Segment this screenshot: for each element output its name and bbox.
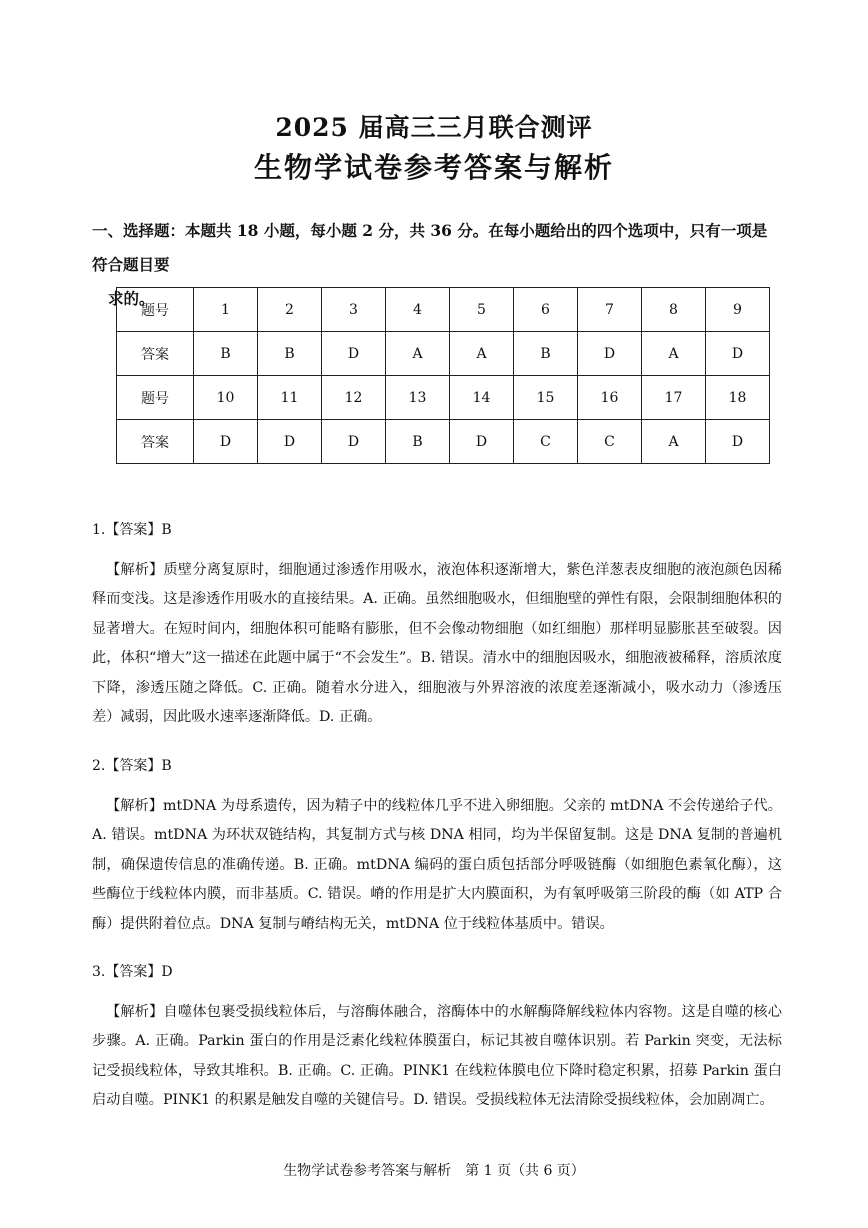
row-label: 题号 <box>117 376 194 420</box>
answer-cell: C <box>514 420 578 464</box>
answer-cell: B <box>514 332 578 376</box>
question-number: 14 <box>450 376 514 420</box>
explanation-2 <box>92 756 782 939</box>
answer-cell: D <box>706 332 770 376</box>
question-number: 2 <box>258 288 322 332</box>
section-heading-line1: 一、选择题：本题共 18 小题，每小题 2 分，共 36 分。在每小题给出的四个选项中，只有一项是符合题目要 <box>92 221 768 274</box>
answer-cell: D <box>578 332 642 376</box>
analysis-text: 【解析】mtDNA 为母系遗传，因为精子中的线粒体几乎不进入卵细胞。父亲的 mtDNA 不会传递给子代。A. 错误。mtDNA 为环状双链结构，其复制方式与核 DNA 相同，均为半保留复制。这是 DNA 复制的普遍机制，确保遗传信息的准确传递。B. 正确。mtDNA 编码的蛋白质包括部分呼吸链酶（如细胞色素氧化酶），这些酶位于线粒体内膜，而非基质。C. 错误。嵴的作用是扩大内膜面积，为有氧呼吸第三阶段的酶（如 ATP 合酶）提供附着位点。DNA 复制与嵴结构无关，mtDNA 位于线粒体基质中。错误。 <box>92 798 782 932</box>
answer-line: 1.【答案】B <box>92 522 172 538</box>
answer-cell: B <box>258 332 322 376</box>
answer-line: 3.【答案】D <box>92 964 173 980</box>
row-label: 答案 <box>117 420 194 464</box>
question-number: 16 <box>578 376 642 420</box>
question-number: 4 <box>386 288 450 332</box>
question-number: 18 <box>706 376 770 420</box>
question-number: 13 <box>386 376 450 420</box>
answer-cell: A <box>450 332 514 376</box>
answer-cell: D <box>450 420 514 464</box>
question-number: 12 <box>322 376 386 420</box>
page-title: 2025 届高三三月联合测评 <box>275 113 593 142</box>
answer-cell: B <box>194 332 258 376</box>
answer-cell: A <box>642 420 706 464</box>
row-label: 答案 <box>117 332 194 376</box>
answer-cell: C <box>578 420 642 464</box>
analysis-text: 【解析】质壁分离复原时，细胞通过渗透作用吸水，液泡体积逐渐增大，紫色洋葱表皮细胞的液泡颜色因稀释而变浅。这是渗透作用吸水的直接结果。A. 正确。虽然细胞吸水，但细胞壁的弹性有限，会限制细胞体积的显著增大。在短时间内，细胞体积可能略有膨胀，但不会像动物细胞（如红细胞）那样明显膨胀甚至破裂。因此，体积“增大”这一描述在此题中属于“不会发生”。B. 错误。清水中的细胞因吸水，细胞液被稀释，溶质浓度下降，渗透压随之降低。C. 正确。随着水分进入，细胞液与外界溶液的浓度差逐渐减小，吸水动力（渗透压差）减弱，因此吸水速率逐渐降低。D. 正确。 <box>92 562 782 726</box>
answer-cell: D <box>706 420 770 464</box>
question-number: 10 <box>194 376 258 420</box>
table-row <box>117 332 770 376</box>
table-row <box>117 376 770 420</box>
explanation-3 <box>92 962 782 1116</box>
question-number: 7 <box>578 288 642 332</box>
question-number: 1 <box>194 288 258 332</box>
explanation-1 <box>92 520 782 732</box>
analysis-text: 【解析】自噬体包裹受损线粒体后，与溶酶体融合，溶酶体中的水解酶降解线粒体内容物。这是自噬的核心步骤。A. 正确。Parkin 蛋白的作用是泛素化线粒体膜蛋白，标记其被自噬体识别。若 Parkin 突变，无法标记受损线粒体，导致其堆积。B. 正确。C. 正确。PINK1 在线粒体膜电位下降时稳定积累，招募 Parkin 蛋白启动自噬。PINK1 的积累是触发自噬的关键信号。D. 错误。受损线粒体无法清除受损线粒体，会加剧凋亡。 <box>92 1004 782 1109</box>
question-number: 3 <box>322 288 386 332</box>
answer-line: 2.【答案】B <box>92 758 172 774</box>
answer-cell: B <box>386 420 450 464</box>
section-heading-line2: 求的。 <box>108 289 155 308</box>
answer-cell: A <box>642 332 706 376</box>
table-row <box>117 288 770 332</box>
answer-cell: D <box>194 420 258 464</box>
answer-cell: D <box>322 332 386 376</box>
page-footer: 生物学试卷参考答案与解析 第 1 页（共 6 页） <box>283 1163 585 1179</box>
page-subtitle: 生物学试卷参考答案与解析 <box>253 151 614 184</box>
answer-cell: D <box>322 420 386 464</box>
question-number: 9 <box>706 288 770 332</box>
row-label: 题号 <box>117 288 194 332</box>
question-number: 8 <box>642 288 706 332</box>
answer-table <box>116 287 770 464</box>
table-row <box>117 420 770 464</box>
question-number: 6 <box>514 288 578 332</box>
question-number: 17 <box>642 376 706 420</box>
question-number: 15 <box>514 376 578 420</box>
question-number: 5 <box>450 288 514 332</box>
question-number: 11 <box>258 376 322 420</box>
answer-cell: D <box>258 420 322 464</box>
answer-cell: A <box>386 332 450 376</box>
